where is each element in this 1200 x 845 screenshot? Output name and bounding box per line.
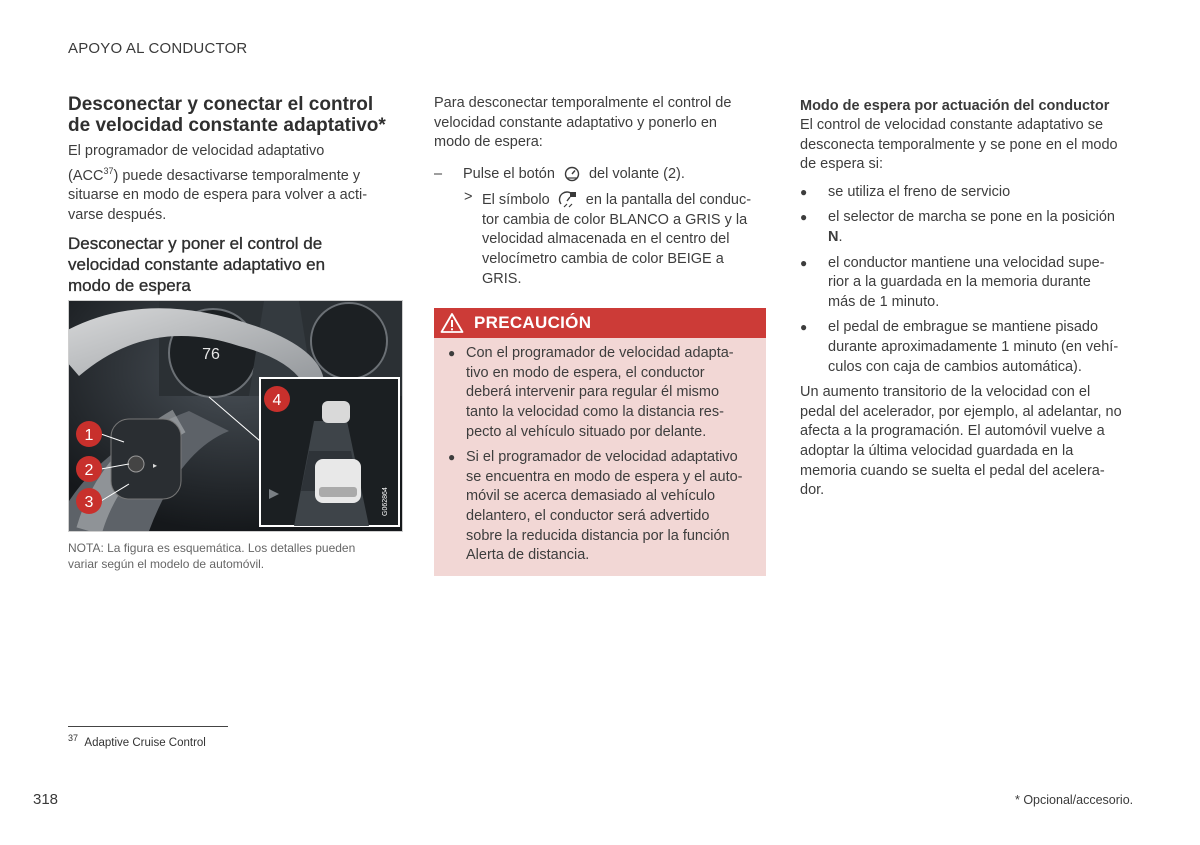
- condition-2-period: .: [838, 228, 843, 245]
- caution-1-line-1: Con el programador de velocidad adapta-: [466, 345, 734, 362]
- caution-2-line-5: sobre la reducida distancia por la función: [466, 527, 730, 544]
- caution-2-line-2: se encuentra en modo de espera y el auto-: [466, 468, 743, 485]
- col3-intro-line-3: de espera si:: [800, 156, 884, 173]
- condition-3-line-2: rior a la guardada en la memoria durante: [828, 274, 1091, 291]
- section-title-line-2: de velocidad constante adaptativo*: [68, 115, 386, 136]
- dash-marker: –: [434, 165, 443, 182]
- subsection-title-line-2: velocidad constante adaptativo en: [68, 255, 326, 275]
- caution-1-line-3: deberá intervenir para regular él mismo: [466, 384, 720, 401]
- caution-title: PRECAUCIÓN: [474, 313, 592, 333]
- driver-standby-heading: Modo de espera por actuación del conductor: [800, 98, 1110, 114]
- standby-intro-line-3: modo de espera:: [434, 134, 543, 151]
- condition-item-2: [800, 208, 1135, 247]
- condition-3-line-1: el conductor mantiene una velocidad supe-: [828, 254, 1105, 271]
- subsection-title-line-1: Desconectar y poner el control de: [68, 234, 323, 254]
- caution-item-2: [434, 448, 766, 566]
- cruise-standby-symbol-icon: [558, 190, 578, 210]
- condition-2-line-1: el selector de marcha se pone en la posición: [828, 209, 1115, 226]
- caution-2-line-3: móvil se acerca demasiado al vehículo: [466, 488, 716, 505]
- col3-intro-line-1: El control de velocidad constante adaptativo se: [800, 117, 1104, 133]
- figure-caption: [68, 540, 398, 572]
- condition-4-line-3: culos con caja de cambios automática).: [828, 358, 1082, 375]
- svg-text:4: 4: [272, 392, 282, 410]
- bullet-marker: ●: [800, 210, 808, 225]
- footnote-number: 37: [68, 733, 79, 743]
- subsection-title: [68, 233, 398, 296]
- intro-line-2a: (ACC: [68, 167, 104, 184]
- outro-line-1: Un aumento transitorio de la velocidad con el: [800, 384, 1091, 401]
- column-right: [800, 96, 1135, 501]
- caution-2-line-6: Alerta de distancia.: [466, 547, 590, 564]
- steering-wheel-cruise-button-icon: [563, 165, 581, 183]
- caution-item-1: [434, 344, 766, 442]
- result-line-5: GRIS.: [482, 270, 522, 287]
- bullet-marker: ●: [448, 346, 456, 361]
- caution-header: [434, 308, 766, 338]
- result-arrow: >: [464, 189, 473, 206]
- footnote-text: Adaptive Cruise Control: [84, 736, 206, 749]
- figure-illustration: [69, 301, 402, 531]
- running-header: APOYO AL CONDUCTOR: [68, 40, 248, 57]
- result-line-2: tor cambia de color BLANCO a GRIS y la: [482, 211, 748, 228]
- bullet-marker: ●: [800, 184, 808, 199]
- page-number: 318: [33, 791, 59, 808]
- intro-line-1: El programador de velocidad adaptativo: [68, 143, 325, 159]
- step-press-button: [434, 165, 766, 185]
- outro-line-6: dor.: [800, 482, 825, 499]
- caution-2-line-1: Si el programador de velocidad adaptativo: [466, 449, 738, 466]
- footnote-divider: [68, 726, 228, 727]
- result-line-1b: en la pantalla del conduc-: [585, 192, 752, 209]
- caption-line-1: NOTA: La figura es esquemática. Los detalles pueden: [68, 541, 356, 556]
- outro-line-5: memoria cuando se suelta el pedal del acelera-: [800, 462, 1105, 479]
- condition-item-3: [800, 254, 1135, 313]
- result-line-4: velocímetro cambia de color BEIGE a: [482, 250, 724, 267]
- bullet-marker: ●: [800, 320, 808, 335]
- warning-triangle-icon: [440, 312, 464, 334]
- condition-3-line-3: más de 1 minuto.: [828, 293, 940, 310]
- svg-text:3: 3: [84, 494, 94, 512]
- svg-text:▸: ▸: [153, 461, 158, 471]
- footnote: [68, 733, 206, 749]
- driver-standby-intro: [800, 116, 1135, 175]
- condition-4-line-2: durante aproximadamente 1 minuto (en vehí-: [828, 338, 1119, 355]
- steering-wheel-figure: [68, 300, 403, 532]
- step-result: [434, 190, 766, 289]
- step-text-a: Pulse el botón: [463, 165, 555, 182]
- gear-position-n: N: [828, 228, 839, 245]
- outro-line-4: adoptar la última velocidad guardada en la: [800, 442, 1074, 459]
- section-title-line-1: Desconectar y conectar el control: [68, 94, 374, 115]
- svg-text:2: 2: [84, 462, 94, 480]
- subsection-title-line-3: modo de espera: [68, 276, 191, 296]
- outro-paragraph: [800, 383, 1135, 501]
- caution-1-line-4: tanto la velocidad como la distancia res-: [466, 403, 724, 420]
- intro-line-2b: ) puede desactivarse temporalmente y: [113, 167, 361, 184]
- caution-box: [434, 308, 766, 576]
- standby-intro: [434, 94, 766, 153]
- condition-1-text: se utiliza el freno de servicio: [828, 183, 1011, 200]
- intro-line-3: situarse en modo de espera para volver a acti-: [68, 187, 368, 204]
- outro-line-2: pedal del acelerador, por ejemplo, al adelantar, no: [800, 403, 1122, 420]
- column-left: [68, 94, 398, 572]
- standby-intro-line-2: velocidad constante adaptativo y ponerlo en: [434, 114, 717, 131]
- condition-item-4: [800, 318, 1135, 377]
- col3-intro-line-2: desconecta temporalmente y se pone en el modo: [800, 136, 1118, 153]
- standby-intro-line-1: Para desconectar temporalmente el control de: [434, 95, 732, 111]
- optional-accessory-note: * Opcional/accesorio.: [1015, 793, 1134, 807]
- bullet-marker: ●: [448, 450, 456, 465]
- caution-1-line-5: pecto al vehículo situado por delante.: [466, 423, 707, 440]
- condition-4-line-1: el pedal de embrague se mantiene pisado: [828, 319, 1099, 336]
- section-title: [68, 94, 398, 136]
- footnote-ref: 37: [103, 165, 114, 176]
- figure-code: G062864: [382, 487, 389, 517]
- caption-line-2: variar según el modelo de automóvil.: [68, 557, 265, 572]
- bullet-marker: ●: [800, 255, 808, 270]
- outro-line-3: afecta a la programación. El automóvil vuelve a: [800, 423, 1105, 440]
- column-middle: [434, 94, 766, 576]
- caution-1-line-2: tivo en modo de espera, el conductor: [466, 364, 705, 381]
- caution-2-line-4: delantero, el conductor será advertido: [466, 507, 710, 524]
- condition-item-1: [800, 183, 1135, 203]
- result-line-3: velocidad almacenada en el centro del: [482, 231, 730, 248]
- svg-text:1: 1: [84, 427, 94, 445]
- intro-line-4: varse después.: [68, 206, 167, 223]
- speed-readout: 76: [202, 346, 220, 364]
- result-line-1a: El símbolo: [482, 192, 550, 209]
- intro-paragraph: [68, 142, 398, 225]
- step-text-b: del volante (2).: [588, 165, 685, 182]
